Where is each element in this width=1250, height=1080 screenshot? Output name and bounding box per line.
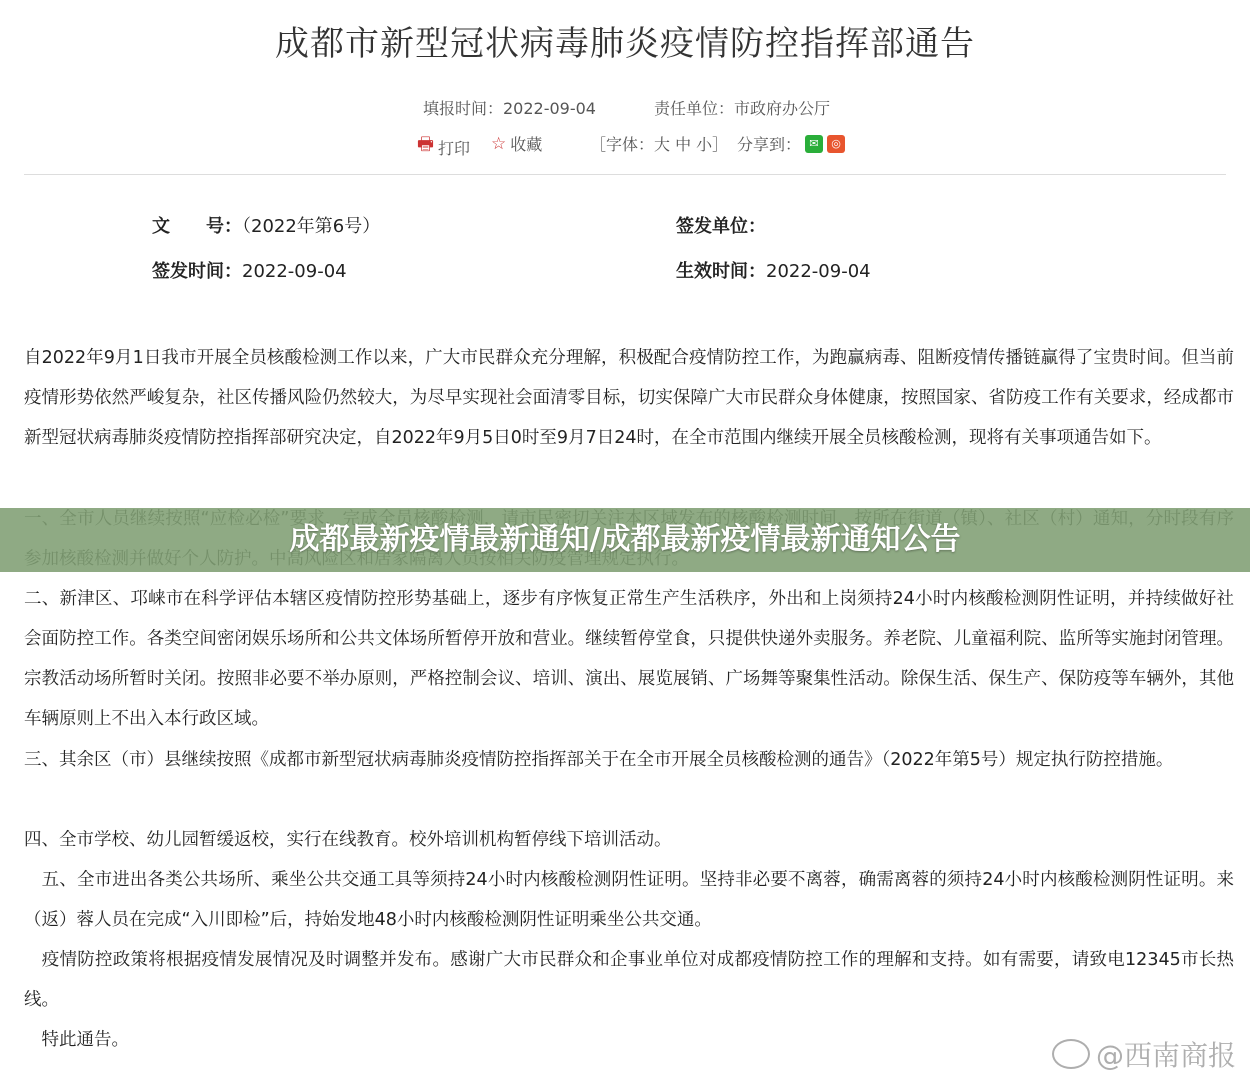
- body-paragraph-4: 三、其余区（市）县继续按照《成都市新型冠状病毒肺炎疫情防控指挥部关于在全市开展全员核酸检测的通告》（2022年第5号）规定执行防控措施。: [24, 750, 1174, 770]
- wechat-share-icon[interactable]: ✉: [805, 135, 823, 153]
- effective-time-label: 生效时间：: [676, 261, 766, 282]
- page-title: 成都市新型冠状病毒肺炎疫情防控指挥部通告: [275, 24, 975, 64]
- issuer: [676, 212, 766, 238]
- doc-number-label: 文 号：: [152, 216, 242, 237]
- font-size-label: ［字体：大 中 小］: [590, 135, 729, 154]
- favorite-label: 收藏: [510, 135, 543, 154]
- font-size-selector[interactable]: [590, 132, 728, 155]
- filing-time: 填报时间：2022-09-04: [423, 99, 596, 118]
- responsible-unit: 责任单位：市政府办公厅: [654, 99, 831, 118]
- watermark: [1052, 1034, 1236, 1074]
- body-paragraph-1: 自2022年9月1日我市开展全员核酸检测工作以来，广大市民群众充分理解，积极配合疫情防控工作，为跑赢病毒、阻断疫情传播链赢得了宝贵时间。但当前疫情形势依然严峻复杂，社区传播风险仍然较大，为尽早实现社会面清零目标，切实保障广大市民群众身体健康，按照国家、省防疫工作有关要求，经成都市新型冠状病毒肺炎疫情防控指挥部研究决定，自2022年9月5日0时至9月7日24时，在全市范围内继续开展全员核酸检测，现将有关事项通告如下。: [24, 348, 1234, 448]
- issue-time-label: 签发时间：: [152, 261, 242, 282]
- header-divider: [24, 174, 1226, 175]
- tool-row: [0, 132, 1250, 156]
- body-paragraph-8: 特此通告。: [24, 1030, 129, 1050]
- star-icon: ☆: [491, 133, 507, 154]
- printer-icon: 🖶: [417, 134, 434, 155]
- body-paragraph-5: 四、全市学校、幼儿园暂缓返校，实行在线教育。校外培训机构暂停线下培训活动。: [24, 830, 672, 850]
- effective-time: [676, 257, 871, 283]
- share-bar: [737, 132, 845, 155]
- issue-time-value: 2022-09-04: [242, 261, 347, 282]
- watermark-text: @西南商报: [1095, 1039, 1236, 1072]
- effective-time-value: 2022-09-04: [766, 261, 871, 282]
- weibo-share-icon[interactable]: ◎: [827, 135, 845, 153]
- share-label: 分享到：: [737, 135, 802, 154]
- issuer-label: 签发单位：: [676, 216, 766, 237]
- body-paragraph-6: 五、全市进出各类公共场所、乘坐公共交通工具等须持24小时内核酸检测阴性证明。坚持非必要不离蓉，确需离蓉的须持24小时内核酸检测阴性证明。来（返）蓉人员在完成“入川即检”后，持始发地48小时内核酸检测阴性证明乘坐公共交通。: [24, 870, 1234, 930]
- overlay-title: 成都最新疫情最新通知/成都最新疫情最新通知公告: [289, 522, 961, 557]
- doc-number-value: （2022年第6号）: [242, 216, 381, 237]
- body-paragraph-7: 疫情防控政策将根据疫情发展情况及时调整并发布。感谢广大市民群众和企事业单位对成都疫情防控工作的理解和支持。如有需要，请致电12345市长热线。: [24, 950, 1234, 1010]
- body-paragraph-3: 二、新津区、邛崃市在科学评估本辖区疫情防控形势基础上，逐步有序恢复正常生产生活秩序，外出和上岗须持24小时内核酸检测阴性证明，并持续做好社会面防控工作。各类空间密闭娱乐场所和公共文体场所暂停开放和营业。继续暂停堂食，只提供快递外卖服务。养老院、儿童福利院、监所等实施封闭管理。宗教活动场所暂时关闭。按照非必要不举办原则，严格控制会议、培训、演出、展览展销、广场舞等聚集性活动。除保生活、保生产、保防疫等车辆外，其他车辆原则上不出入本行政区域。: [24, 589, 1234, 729]
- favorite-button[interactable]: [491, 132, 542, 155]
- weibo-logo-icon: [1052, 1039, 1090, 1069]
- print-button[interactable]: [417, 132, 470, 162]
- doc-number: [152, 212, 380, 238]
- print-label: 打印: [438, 138, 471, 158]
- issue-time: [152, 257, 347, 283]
